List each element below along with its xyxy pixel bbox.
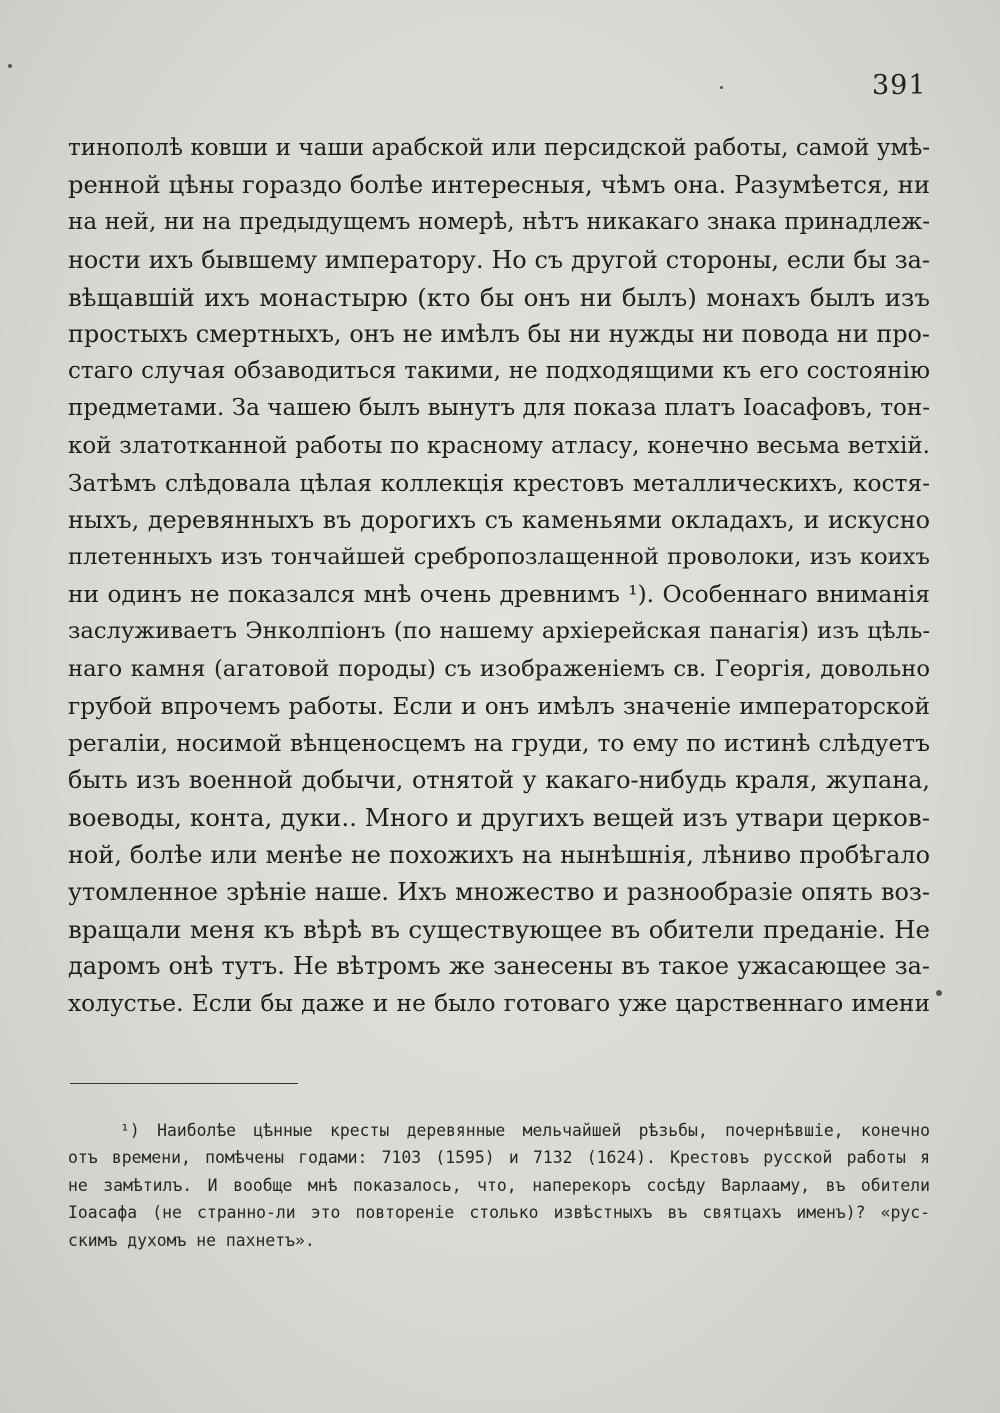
- text-line: регаліи, носимой вѣнценосцемъ на груди, то ему по истинѣ слѣдуетъ: [68, 730, 930, 757]
- paper-speck: [720, 86, 723, 89]
- footnote: [68, 1117, 930, 1254]
- text-line: наго камня (агатовой породы) съ изображеніемъ св. Георгія, довольно: [68, 655, 930, 682]
- paper-speck: [936, 990, 942, 996]
- text-line: стаго случая обзаводиться такими, не подходящими къ его состоянію: [68, 358, 930, 385]
- text-line: даромъ онѣ тутъ. Не вѣтромъ же занесены въ такое ужасающее за-: [68, 952, 930, 981]
- text-line: ныхъ, деревянныхъ въ дорогихъ съ каменьями окладахъ, и искусно: [68, 505, 930, 534]
- text-line: ной, болѣе или менѣе не похожихъ на нынѣшнія, лѣниво пробѣгало: [68, 840, 930, 869]
- text-line: воеводы, конта, дуки.. Много и другихъ вещей изъ утвари церков-: [68, 803, 930, 833]
- footnote-line: не замѣтилъ. И вообще мнѣ показалось, что, наперекоръ сосѣду Варлааму, въ обители: [68, 1175, 930, 1195]
- text-line: тинополѣ ковши и чаши арабской или персидской работы, самой умѣ-: [68, 135, 930, 161]
- text-line: холустье. Если бы даже и не было готоваго уже царственнаго имени: [68, 990, 930, 1018]
- footnote-line: ¹) Наиболѣе цѣнные кресты деревянные мельчайшей рѣзьбы, почернѣвшіе, конечно: [120, 1121, 930, 1140]
- text-line: грубой впрочемъ работы. Если и онъ имѣлъ значеніе императорской: [68, 692, 930, 720]
- text-line: плетенныхъ изъ тончайшей сребропозлащенной проволоки, изъ коихъ: [68, 544, 930, 571]
- page-number: 391: [872, 70, 927, 101]
- text-line: ренной цѣны гораздо болѣе интересныя, чѣмъ она. Разумѣется, ни: [68, 171, 930, 200]
- text-line: предметами. За чашею былъ вынутъ для показа платъ Іоасафовъ, тон-: [68, 395, 930, 422]
- text-line: ности ихъ бывшему императору. Но съ другой стороны, если бы за-: [68, 245, 930, 274]
- text-line: утомленное зрѣніе наше. Ихъ множество и разнообразіе опять воз-: [68, 877, 930, 906]
- text-line: простыхъ смертныхъ, онъ не имѣлъ бы ни нужды ни повода ни про-: [68, 319, 930, 348]
- text-line: вращали меня къ вѣрѣ въ существующее въ обители преданіе. Не: [68, 914, 930, 944]
- text-line: заслуживаетъ Энколпіонъ (по нашему архіерейская панагія) изъ цѣль-: [68, 618, 930, 645]
- text-line: вѣщавшій ихъ монастырю (кто бы онъ ни былъ) монахъ былъ изъ: [68, 282, 930, 312]
- main-text: [68, 130, 930, 1023]
- paper-speck: [8, 64, 12, 68]
- footnote-line: отъ времени, помѣчены годами: 7103 (1595) и 7132 (1624). Крестовъ русской работы я: [68, 1148, 930, 1168]
- text-line: кой златотканной работы по красному атласу, конечно весьма ветхій.: [68, 432, 930, 459]
- text-line: ни одинъ не показался мнѣ очень древнимъ ¹). Особеннаго вниманія: [68, 581, 930, 609]
- text-line: Затѣмъ слѣдовала цѣлая коллекція крестовъ металлическихъ, костя-: [68, 469, 930, 497]
- text-line: на ней, ни на предыдущемъ номерѣ, нѣтъ никакаго знака принадлеж-: [68, 209, 930, 236]
- footnote-line: Іоасафа (не странно-ли это повтореніе столько извѣстныхъ въ святцахъ именъ)? «рус-: [68, 1203, 930, 1223]
- footnote-divider: [70, 1083, 298, 1084]
- footnote-line: скимъ духомъ не пахнетъ».: [68, 1230, 315, 1250]
- text-line: быть изъ военной добычи, отнятой у какаго-нибудь краля, жупана,: [68, 766, 930, 795]
